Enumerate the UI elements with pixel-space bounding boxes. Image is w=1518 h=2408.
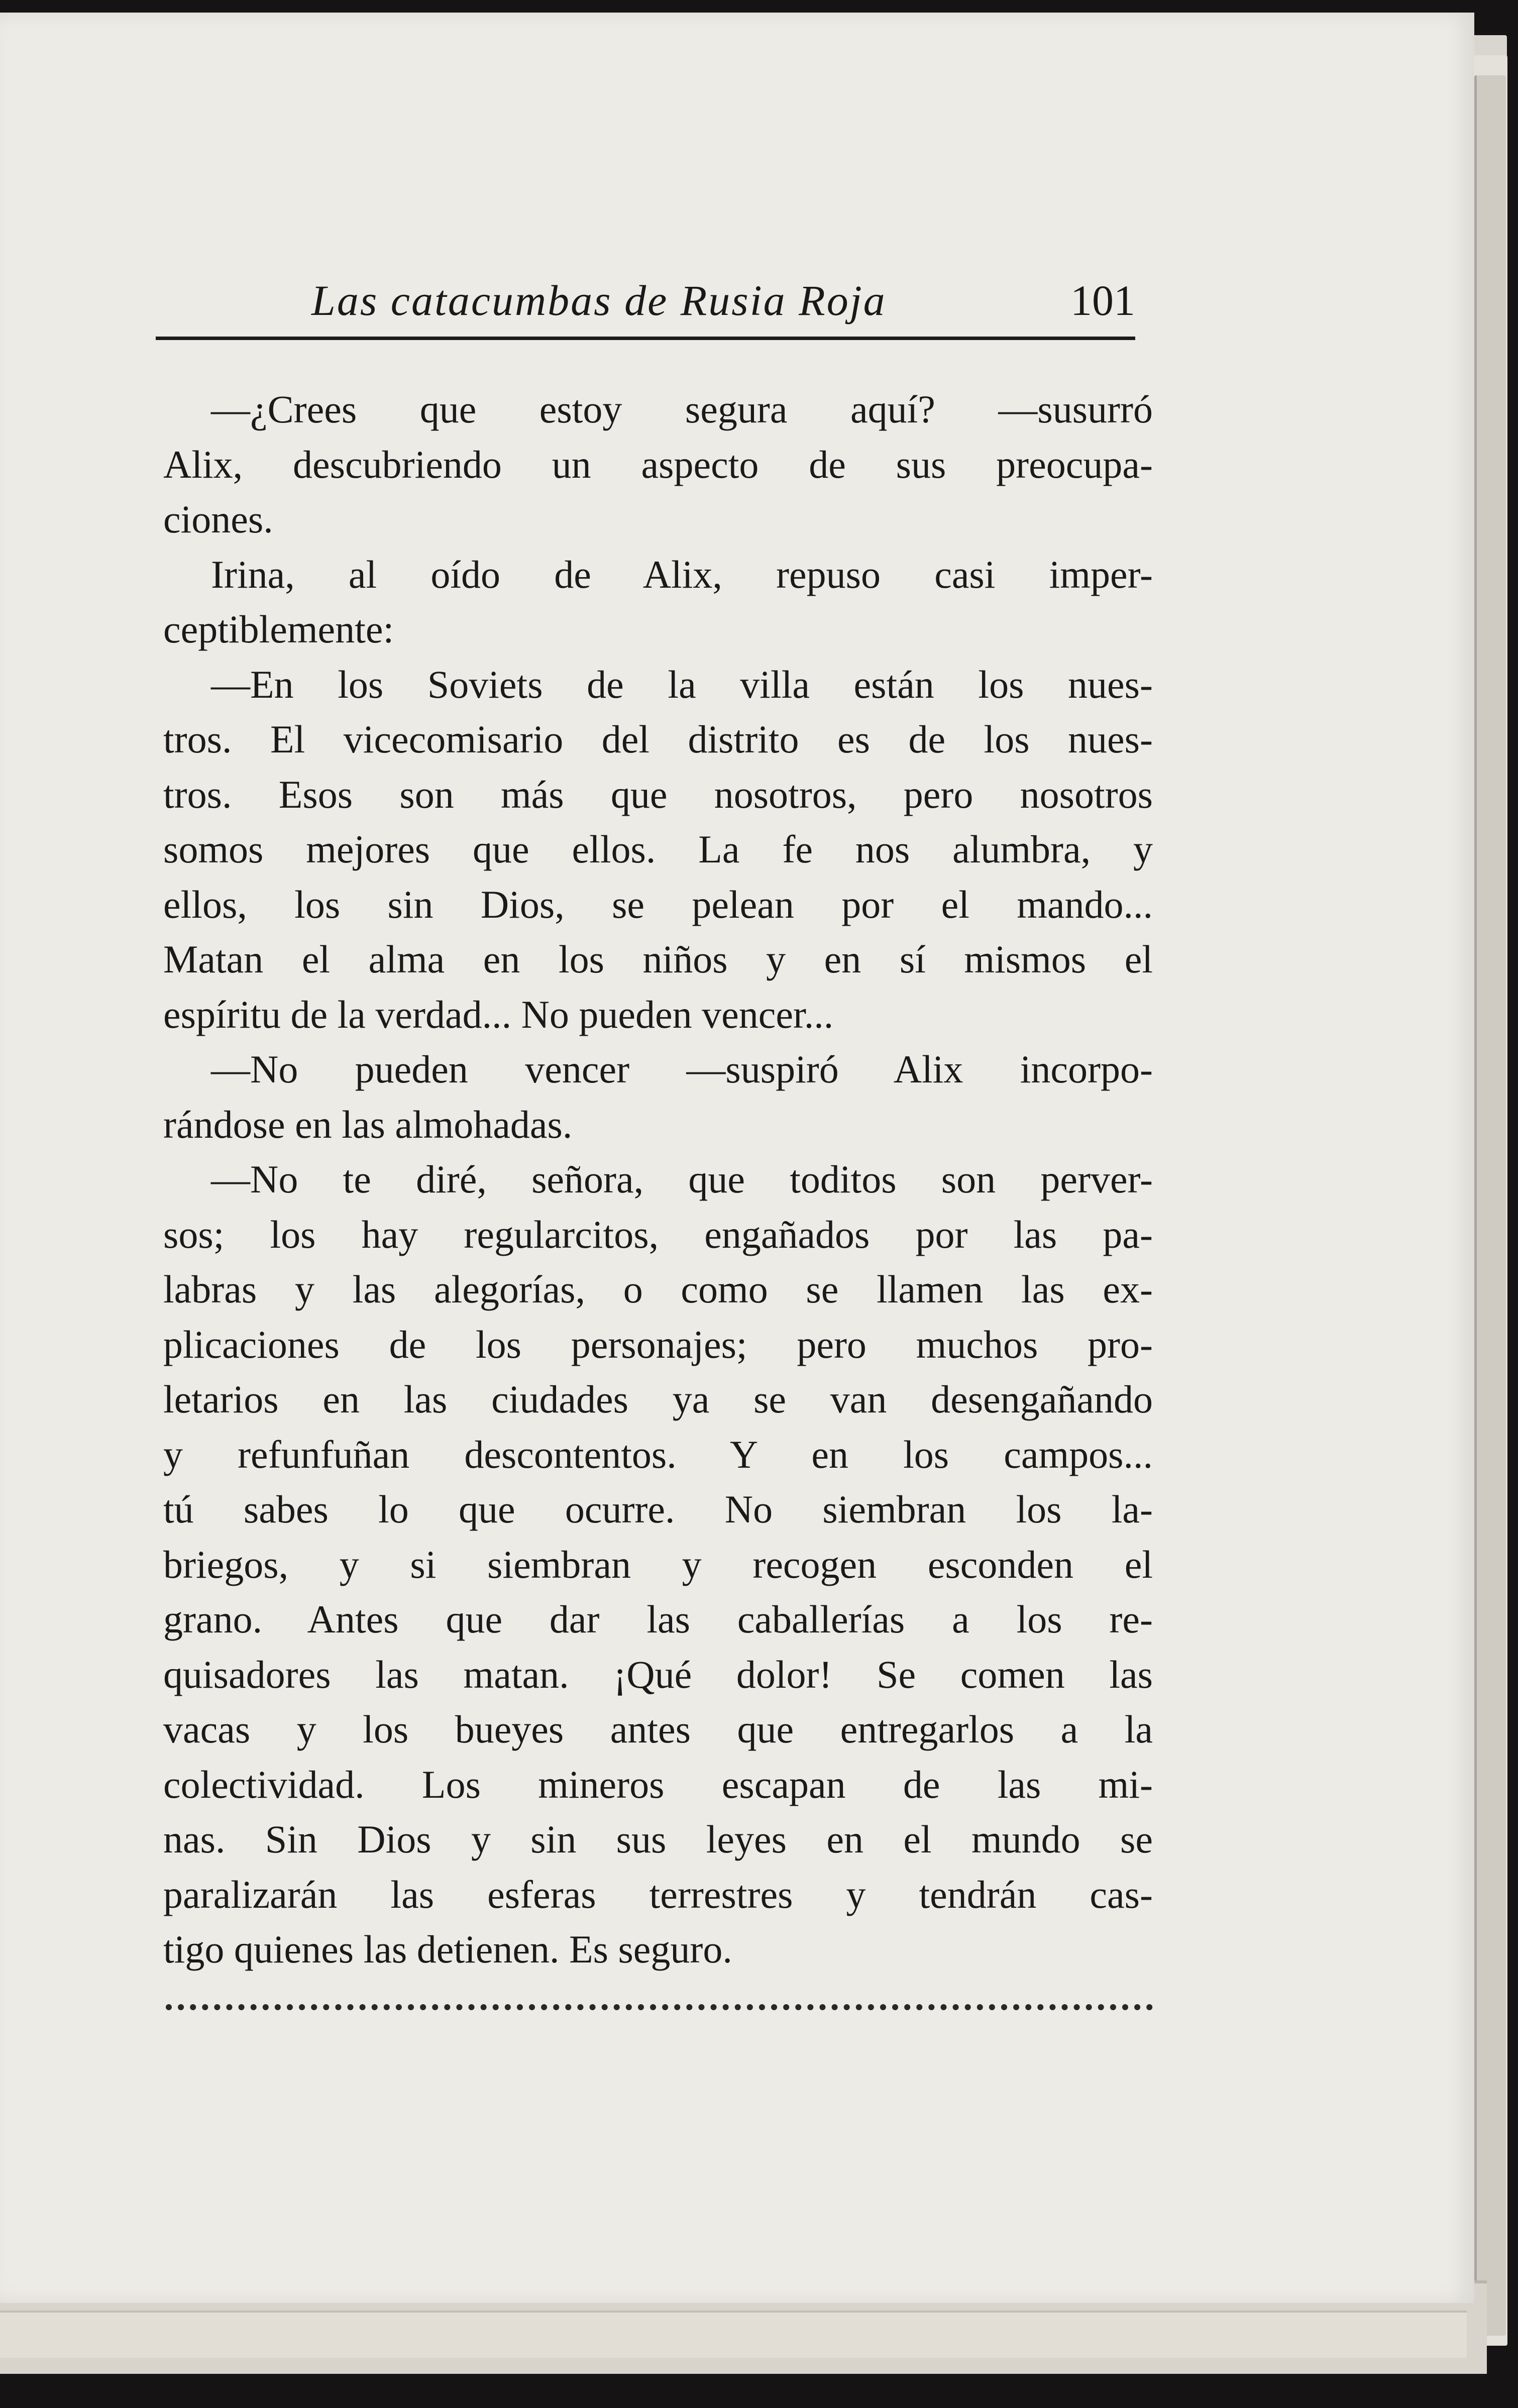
text-line: espíritu de la verdad... No pueden vencer... xyxy=(163,992,834,1036)
text-line: ellos, los sin Dios, se pelean por el mando... xyxy=(163,882,1153,926)
text-line: plicaciones de los personajes; pero muchos pro- xyxy=(163,1322,1153,1366)
text-line: tigo quienes las detienen. Es seguro. xyxy=(163,1927,732,1971)
paragraph xyxy=(163,547,1153,657)
text-line: rándose en las almohadas. xyxy=(163,1102,573,1146)
text-line: —¿Crees que estoy segura aquí? —susurró xyxy=(211,387,1153,431)
text-line: vacas y los bueyes antes que entregarlos a la xyxy=(163,1707,1153,1751)
paragraph xyxy=(163,657,1153,1042)
text-line: —En los Soviets de la villa están los nues- xyxy=(211,662,1153,706)
text-line: nas. Sin Dios y sin sus leyes en el mundo se xyxy=(163,1817,1153,1861)
paragraph xyxy=(163,382,1153,547)
paragraph xyxy=(163,1152,1153,1977)
text-line: paralizarán las esferas terrestres y tendrán cas- xyxy=(163,1872,1153,1916)
page-header xyxy=(156,266,1135,340)
text-line: —No te diré, señora, que toditos son perver- xyxy=(211,1157,1153,1201)
text-line: somos mejores que ellos. La fe nos alumbra, y xyxy=(163,827,1153,871)
text-line: letarios en las ciudades ya se van desengañando xyxy=(163,1377,1153,1421)
text-line: colectividad. Los mineros escapan de las mi- xyxy=(163,1762,1153,1806)
book-page xyxy=(0,13,1474,2303)
text-line: y refunfuñan descontentos. Y en los campos... xyxy=(163,1432,1153,1476)
running-title: Las catacumbas de Rusia Roja xyxy=(311,276,887,324)
dotted-separator xyxy=(166,1994,1153,2010)
page-edge-front xyxy=(1474,75,1506,2336)
text-line: Irina, al oído de Alix, repuso casi imper- xyxy=(211,552,1153,596)
text-line: tros. El vicecomisario del distrito es de los nues- xyxy=(163,717,1153,761)
text-line: labras y las alegorías, o como se llamen las ex- xyxy=(163,1267,1153,1311)
text-line: tú sabes lo que ocurre. No siembran los la- xyxy=(163,1487,1153,1531)
text-line: tros. Esos son más que nosotros, pero nosotros xyxy=(163,772,1153,816)
text-line: ciones. xyxy=(163,497,273,541)
page-number: 101 xyxy=(1070,276,1135,324)
text-line: grano. Antes que dar las caballerías a los re- xyxy=(163,1597,1153,1641)
text-line: briegos, y si siembran y recogen esconden el xyxy=(163,1542,1153,1586)
text-line: —No pueden vencer —suspiró Alix incorpo- xyxy=(211,1047,1153,1091)
page-bottom-edge-inner xyxy=(0,2311,1467,2358)
text-line: Alix, descubriendo un aspecto de sus preocupa- xyxy=(163,442,1153,486)
text-line: ceptiblemente: xyxy=(163,607,394,651)
text-line: sos; los hay regularcitos, engañados por las pa- xyxy=(163,1212,1153,1256)
text-line: Matan el alma en los niños y en sí mismos el xyxy=(163,937,1153,981)
text-line: quisadores las matan. ¡Qué dolor! Se comen las xyxy=(163,1652,1153,1696)
body-text xyxy=(163,382,1153,1977)
paragraph xyxy=(163,1042,1153,1152)
